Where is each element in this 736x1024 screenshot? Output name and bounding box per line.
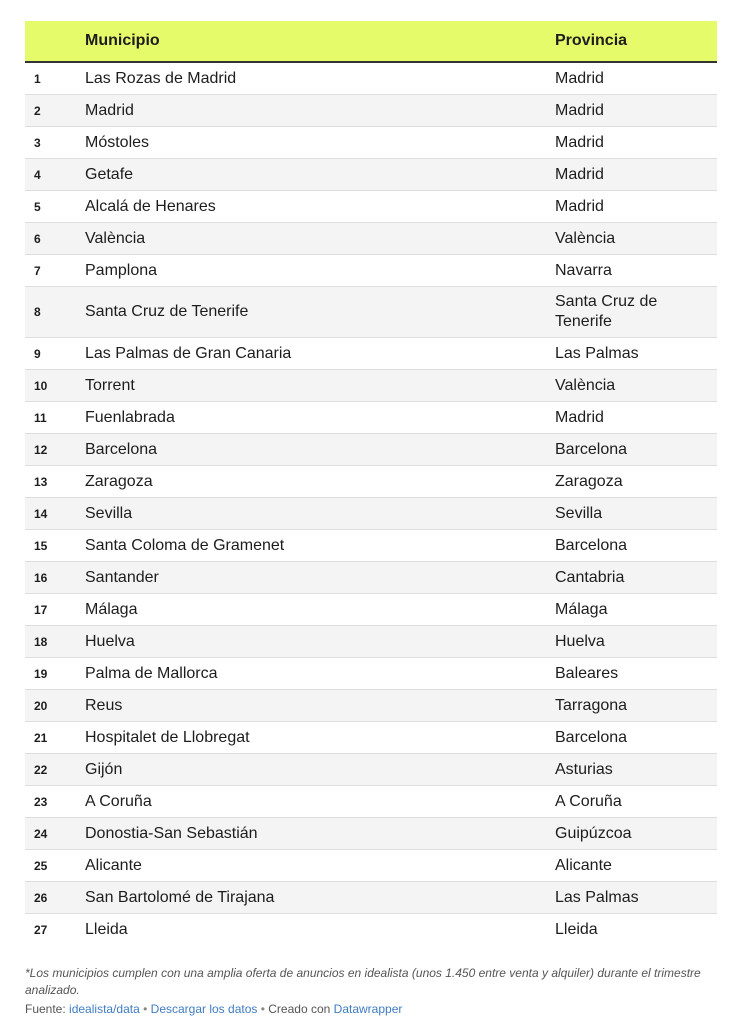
source-label: Fuente: — [25, 1002, 66, 1016]
municipio-cell: Madrid — [85, 95, 555, 127]
provincia-column-header[interactable]: Provincia — [555, 21, 717, 62]
municipio-cell: Alcalá de Henares — [85, 191, 555, 223]
rank-cell: 8 — [25, 287, 85, 338]
provincia-cell: Madrid — [555, 95, 717, 127]
table-row — [25, 690, 717, 722]
rank-cell: 17 — [25, 594, 85, 626]
rank-cell: 19 — [25, 658, 85, 690]
provincia-cell: Tarragona — [555, 690, 717, 722]
municipio-cell: Fuenlabrada — [85, 402, 555, 434]
rank-cell: 14 — [25, 498, 85, 530]
datawrapper-link[interactable]: Datawrapper — [333, 1002, 403, 1016]
table-row — [25, 62, 717, 95]
provincia-cell: Baleares — [555, 658, 717, 690]
municipio-cell: Las Palmas de Gran Canaria — [85, 338, 555, 370]
rank-cell: 27 — [34, 922, 48, 937]
rank-cell: 18 — [25, 626, 85, 658]
municipio-cell: Santa Cruz de Tenerife — [85, 287, 555, 338]
ranking-table — [25, 21, 717, 945]
rank-cell: 15 — [25, 530, 85, 562]
provincia-cell: València — [555, 223, 717, 255]
provincia-cell: Madrid — [555, 62, 717, 95]
municipio-cell: Lleida — [85, 920, 128, 938]
provincia-cell: Las Palmas — [555, 338, 717, 370]
table-row — [25, 594, 717, 626]
table-row — [25, 882, 717, 914]
municipio-cell: Huelva — [85, 626, 555, 658]
rank-cell: 10 — [25, 370, 85, 402]
provincia-cell: Navarra — [555, 255, 717, 287]
source-line — [25, 1001, 717, 1018]
table-row — [25, 255, 717, 287]
table-row — [25, 626, 717, 658]
provincia-cell: Barcelona — [555, 722, 717, 754]
municipio-cell: Hospitalet de Llobregat — [85, 722, 555, 754]
rank-cell: 12 — [25, 434, 85, 466]
table-row — [25, 530, 717, 562]
download-data-link[interactable]: Descargar los datos — [150, 1002, 258, 1016]
table-row — [25, 818, 717, 850]
rank-cell: 13 — [25, 466, 85, 498]
municipio-column-header[interactable]: Municipio — [85, 21, 555, 62]
rank-column-header — [25, 21, 85, 62]
rank-cell: 23 — [25, 786, 85, 818]
rank-cell: 5 — [25, 191, 85, 223]
provincia-cell: Barcelona — [555, 434, 717, 466]
rank-cell: 3 — [25, 127, 85, 159]
municipio-cell: Las Rozas de Madrid — [85, 62, 555, 95]
table-row — [25, 127, 717, 159]
municipio-cell: Málaga — [85, 594, 555, 626]
municipio-cell: València — [85, 223, 555, 255]
table-row — [25, 722, 717, 754]
table-row — [25, 466, 717, 498]
municipio-cell: Barcelona — [85, 434, 555, 466]
municipio-cell: Pamplona — [85, 255, 555, 287]
rank-cell: 25 — [25, 850, 85, 882]
provincia-cell: Las Palmas — [555, 882, 717, 914]
municipio-cell: San Bartolomé de Tirajana — [85, 882, 555, 914]
table-row — [25, 786, 717, 818]
municipio-cell: Santander — [85, 562, 555, 594]
rank-cell: 6 — [25, 223, 85, 255]
municipio-cell: A Coruña — [85, 786, 555, 818]
municipio-cell: Móstoles — [85, 127, 555, 159]
municipio-cell: Sevilla — [85, 498, 555, 530]
municipio-cell: Santa Coloma de Gramenet — [85, 530, 555, 562]
provincia-cell: Lleida — [555, 920, 598, 938]
rank-cell: 2 — [25, 95, 85, 127]
municipio-cell: Gijón — [85, 754, 555, 786]
table-row — [25, 498, 717, 530]
municipio-cell: Torrent — [85, 370, 555, 402]
provincia-cell: València — [555, 370, 717, 402]
rank-cell: 16 — [25, 562, 85, 594]
rank-cell: 7 — [25, 255, 85, 287]
rank-cell: 4 — [25, 159, 85, 191]
provincia-cell: Málaga — [555, 594, 717, 626]
provincia-cell: Sevilla — [555, 498, 717, 530]
municipio-cell: Reus — [85, 690, 555, 722]
provincia-cell: Madrid — [555, 191, 717, 223]
table-footer — [25, 965, 717, 1018]
provincia-cell: Santa Cruz de Tenerife — [555, 287, 717, 338]
footnote: *Los municipios cumplen con una amplia oferta de anuncios en idealista (unos 1.450 entre venta y alquiler) durante el trimestre analizado. — [25, 966, 701, 997]
provincia-cell: Madrid — [555, 159, 717, 191]
provincia-cell: Alicante — [555, 850, 717, 882]
rank-cell: 9 — [25, 338, 85, 370]
table-body — [25, 62, 717, 945]
rank-cell: 11 — [25, 402, 85, 434]
table-row — [25, 159, 717, 191]
table-row — [25, 191, 717, 223]
provincia-cell: Madrid — [555, 402, 717, 434]
table-row — [25, 338, 717, 370]
rank-cell: 21 — [25, 722, 85, 754]
rank-cell: 24 — [25, 818, 85, 850]
municipio-cell: Getafe — [85, 159, 555, 191]
provincia-cell: Cantabria — [555, 562, 717, 594]
separator-dot: • — [260, 1002, 265, 1016]
provincia-cell: Asturias — [555, 754, 717, 786]
table-row — [25, 754, 717, 786]
municipio-cell: Alicante — [85, 850, 555, 882]
table-row — [25, 370, 717, 402]
provincia-cell: Madrid — [555, 127, 717, 159]
table-row — [25, 223, 717, 255]
table-row — [25, 658, 717, 690]
provincia-cell: A Coruña — [555, 786, 717, 818]
rank-cell: 20 — [25, 690, 85, 722]
rank-cell: 26 — [25, 882, 85, 914]
table-header-row — [25, 21, 717, 62]
provincia-cell: Huelva — [555, 626, 717, 658]
table-row — [25, 287, 717, 338]
municipio-cell: Zaragoza — [85, 466, 555, 498]
provincia-cell: Barcelona — [555, 530, 717, 562]
table-row — [25, 850, 717, 882]
table-row — [25, 434, 717, 466]
municipio-cell: Palma de Mallorca — [85, 658, 555, 690]
table-row — [25, 562, 717, 594]
table-row — [25, 402, 717, 434]
table-row — [25, 95, 717, 127]
separator-dot: • — [143, 1002, 148, 1016]
source-link[interactable]: idealista/data — [69, 1002, 140, 1016]
provincia-cell: Guipúzcoa — [555, 818, 717, 850]
rank-cell: 1 — [25, 62, 85, 95]
created-with-label: Creado con — [268, 1002, 331, 1016]
table-row — [25, 914, 717, 946]
provincia-cell: Zaragoza — [555, 466, 717, 498]
municipio-cell: Donostia-San Sebastián — [85, 818, 555, 850]
ranking-table-container — [25, 21, 717, 945]
rank-cell: 22 — [25, 754, 85, 786]
